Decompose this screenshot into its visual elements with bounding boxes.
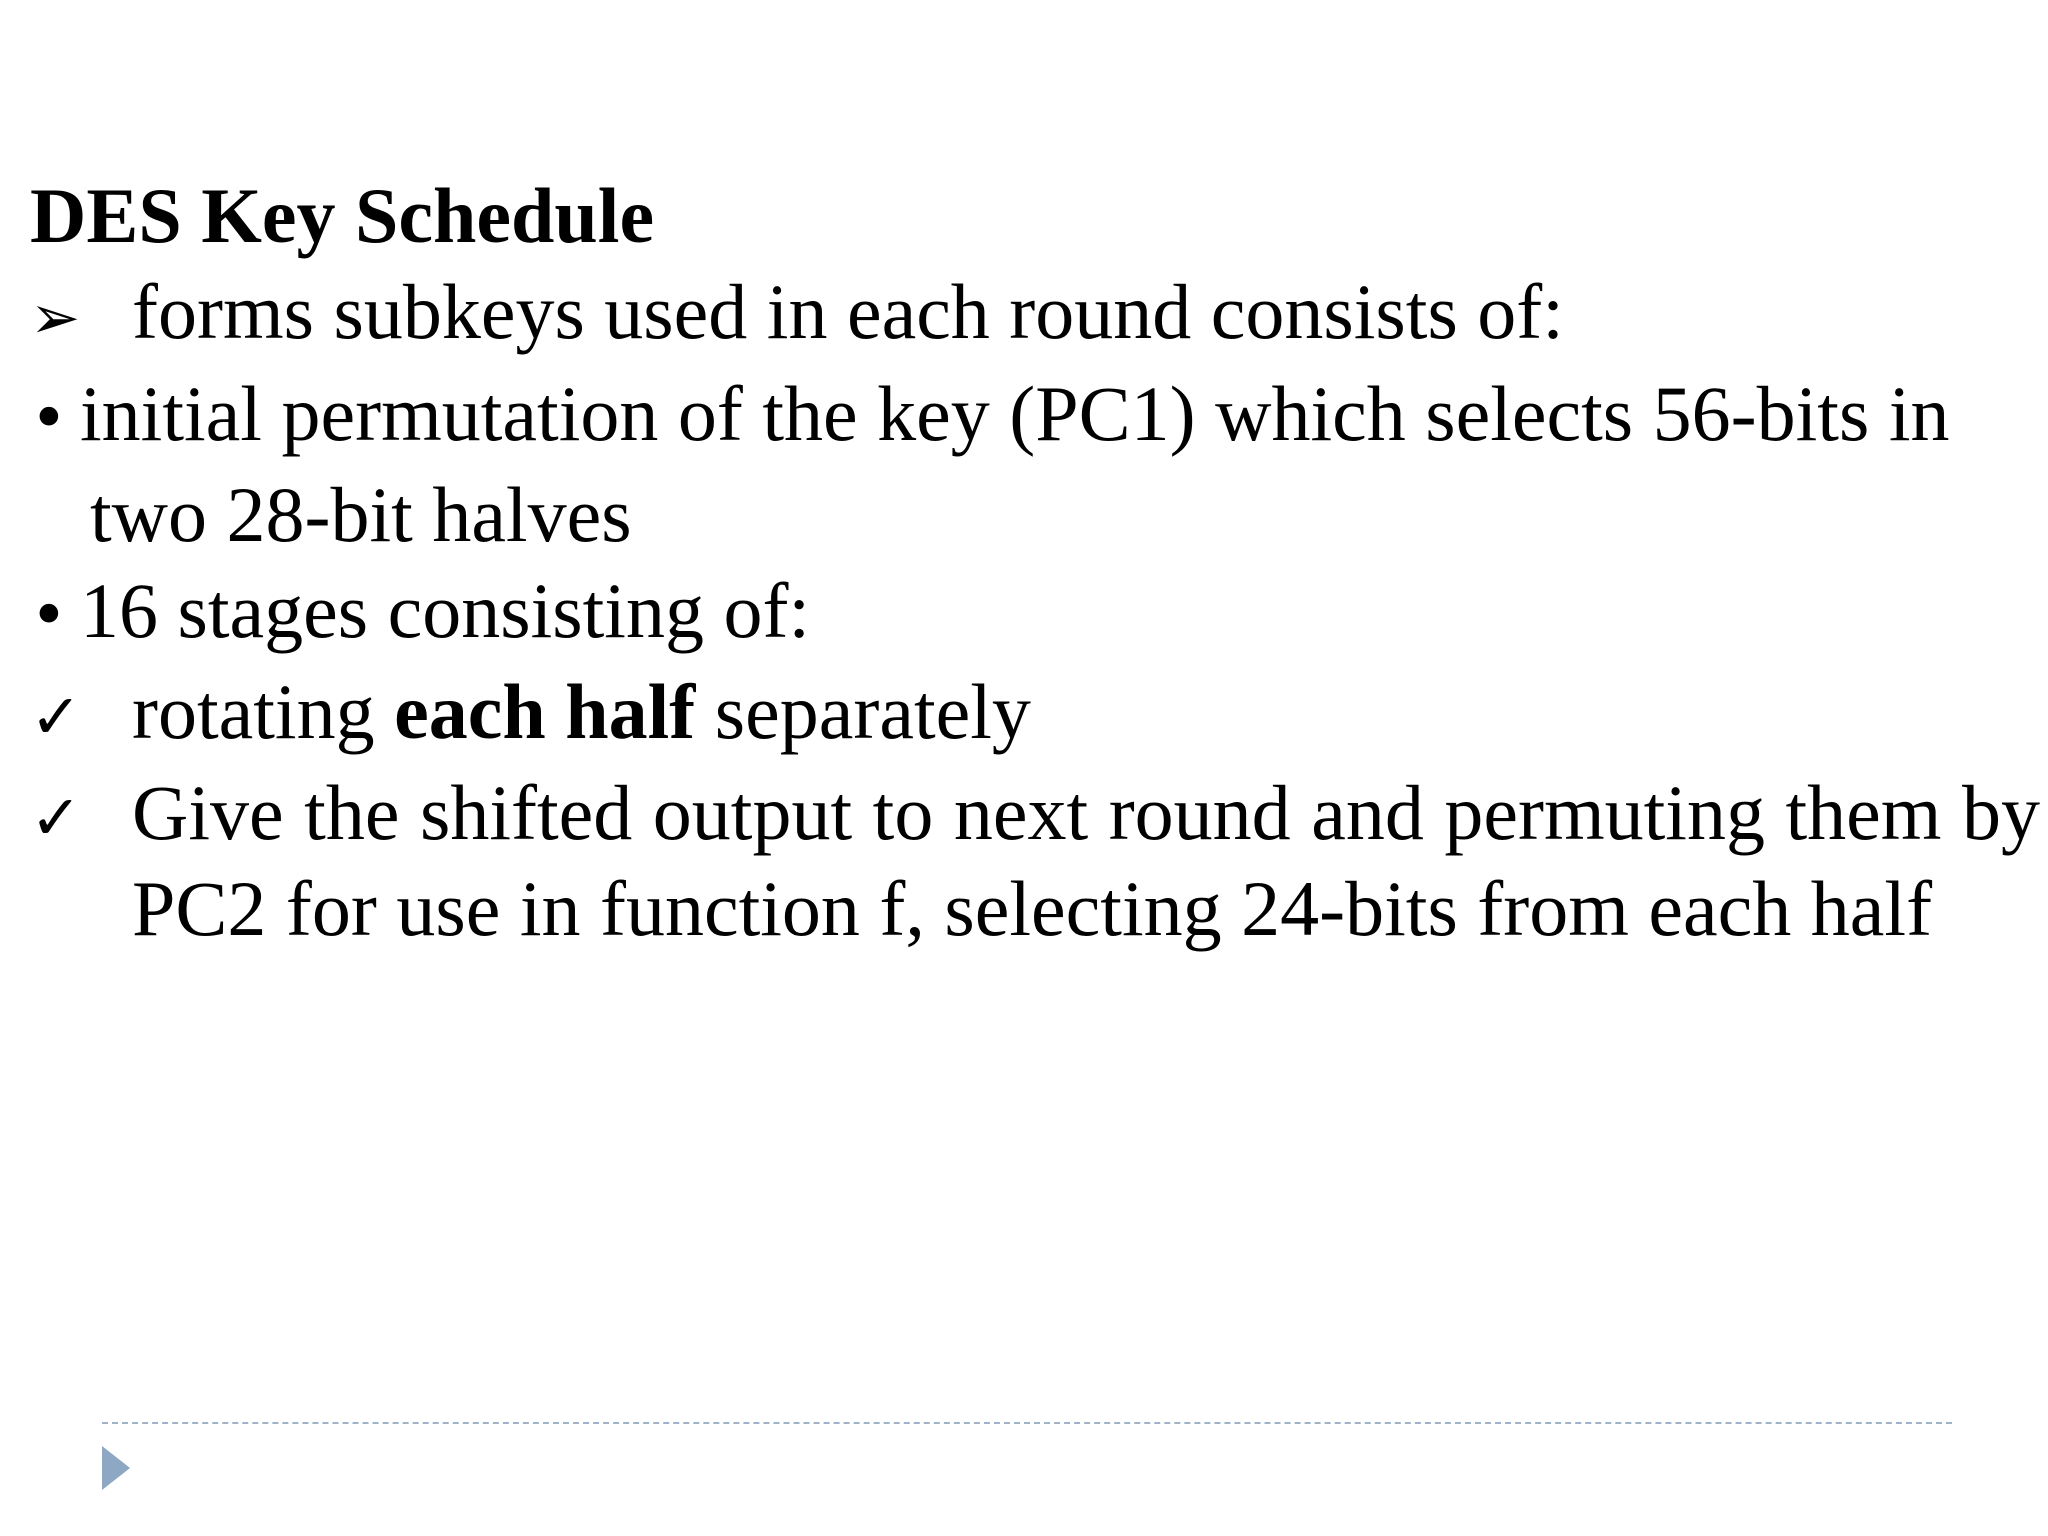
checkmark-icon: ✓: [30, 781, 82, 854]
bullet-item-stages: [30, 563, 2040, 664]
arrowhead-bullet-icon: ➢: [30, 283, 81, 353]
bullet-text-stages: 16 stages consisting of:: [80, 567, 811, 654]
bullet-text-pc1-line1: initial permutation of the key (PC1) which selects 56-bits in: [80, 370, 1950, 457]
check-item-rotate: [30, 664, 2040, 765]
intro-text: forms subkeys used in each round consists of:: [132, 268, 1564, 355]
check-text-pc2: Give the shifted output to next round and permuting them by PC2 for use in function f, selecting 24-bits from each half: [132, 769, 2040, 952]
checkmark-icon: ✓: [30, 680, 82, 753]
intro-item: [30, 264, 2040, 366]
slide-content: [30, 168, 2040, 957]
bullet-item-pc1-continuation: [30, 467, 2040, 563]
round-bullet-icon: •: [30, 579, 68, 653]
check-text-rotate: [132, 664, 2040, 760]
check-item-pc2: [30, 765, 2040, 957]
bullet-item-pc1: [30, 366, 2040, 467]
slide-title: DES Key Schedule: [30, 172, 655, 259]
check-text-rotate-pre: rotating: [132, 668, 395, 755]
bullet-text-pc1-line2: two 28-bit halves: [90, 471, 632, 558]
check-text-rotate-post: separately: [695, 668, 1031, 755]
play-triangle-icon: [102, 1446, 130, 1490]
round-bullet-icon: •: [30, 382, 68, 456]
check-text-rotate-bold: each half: [394, 668, 696, 755]
footer-dashed-divider: [102, 1422, 1952, 1424]
